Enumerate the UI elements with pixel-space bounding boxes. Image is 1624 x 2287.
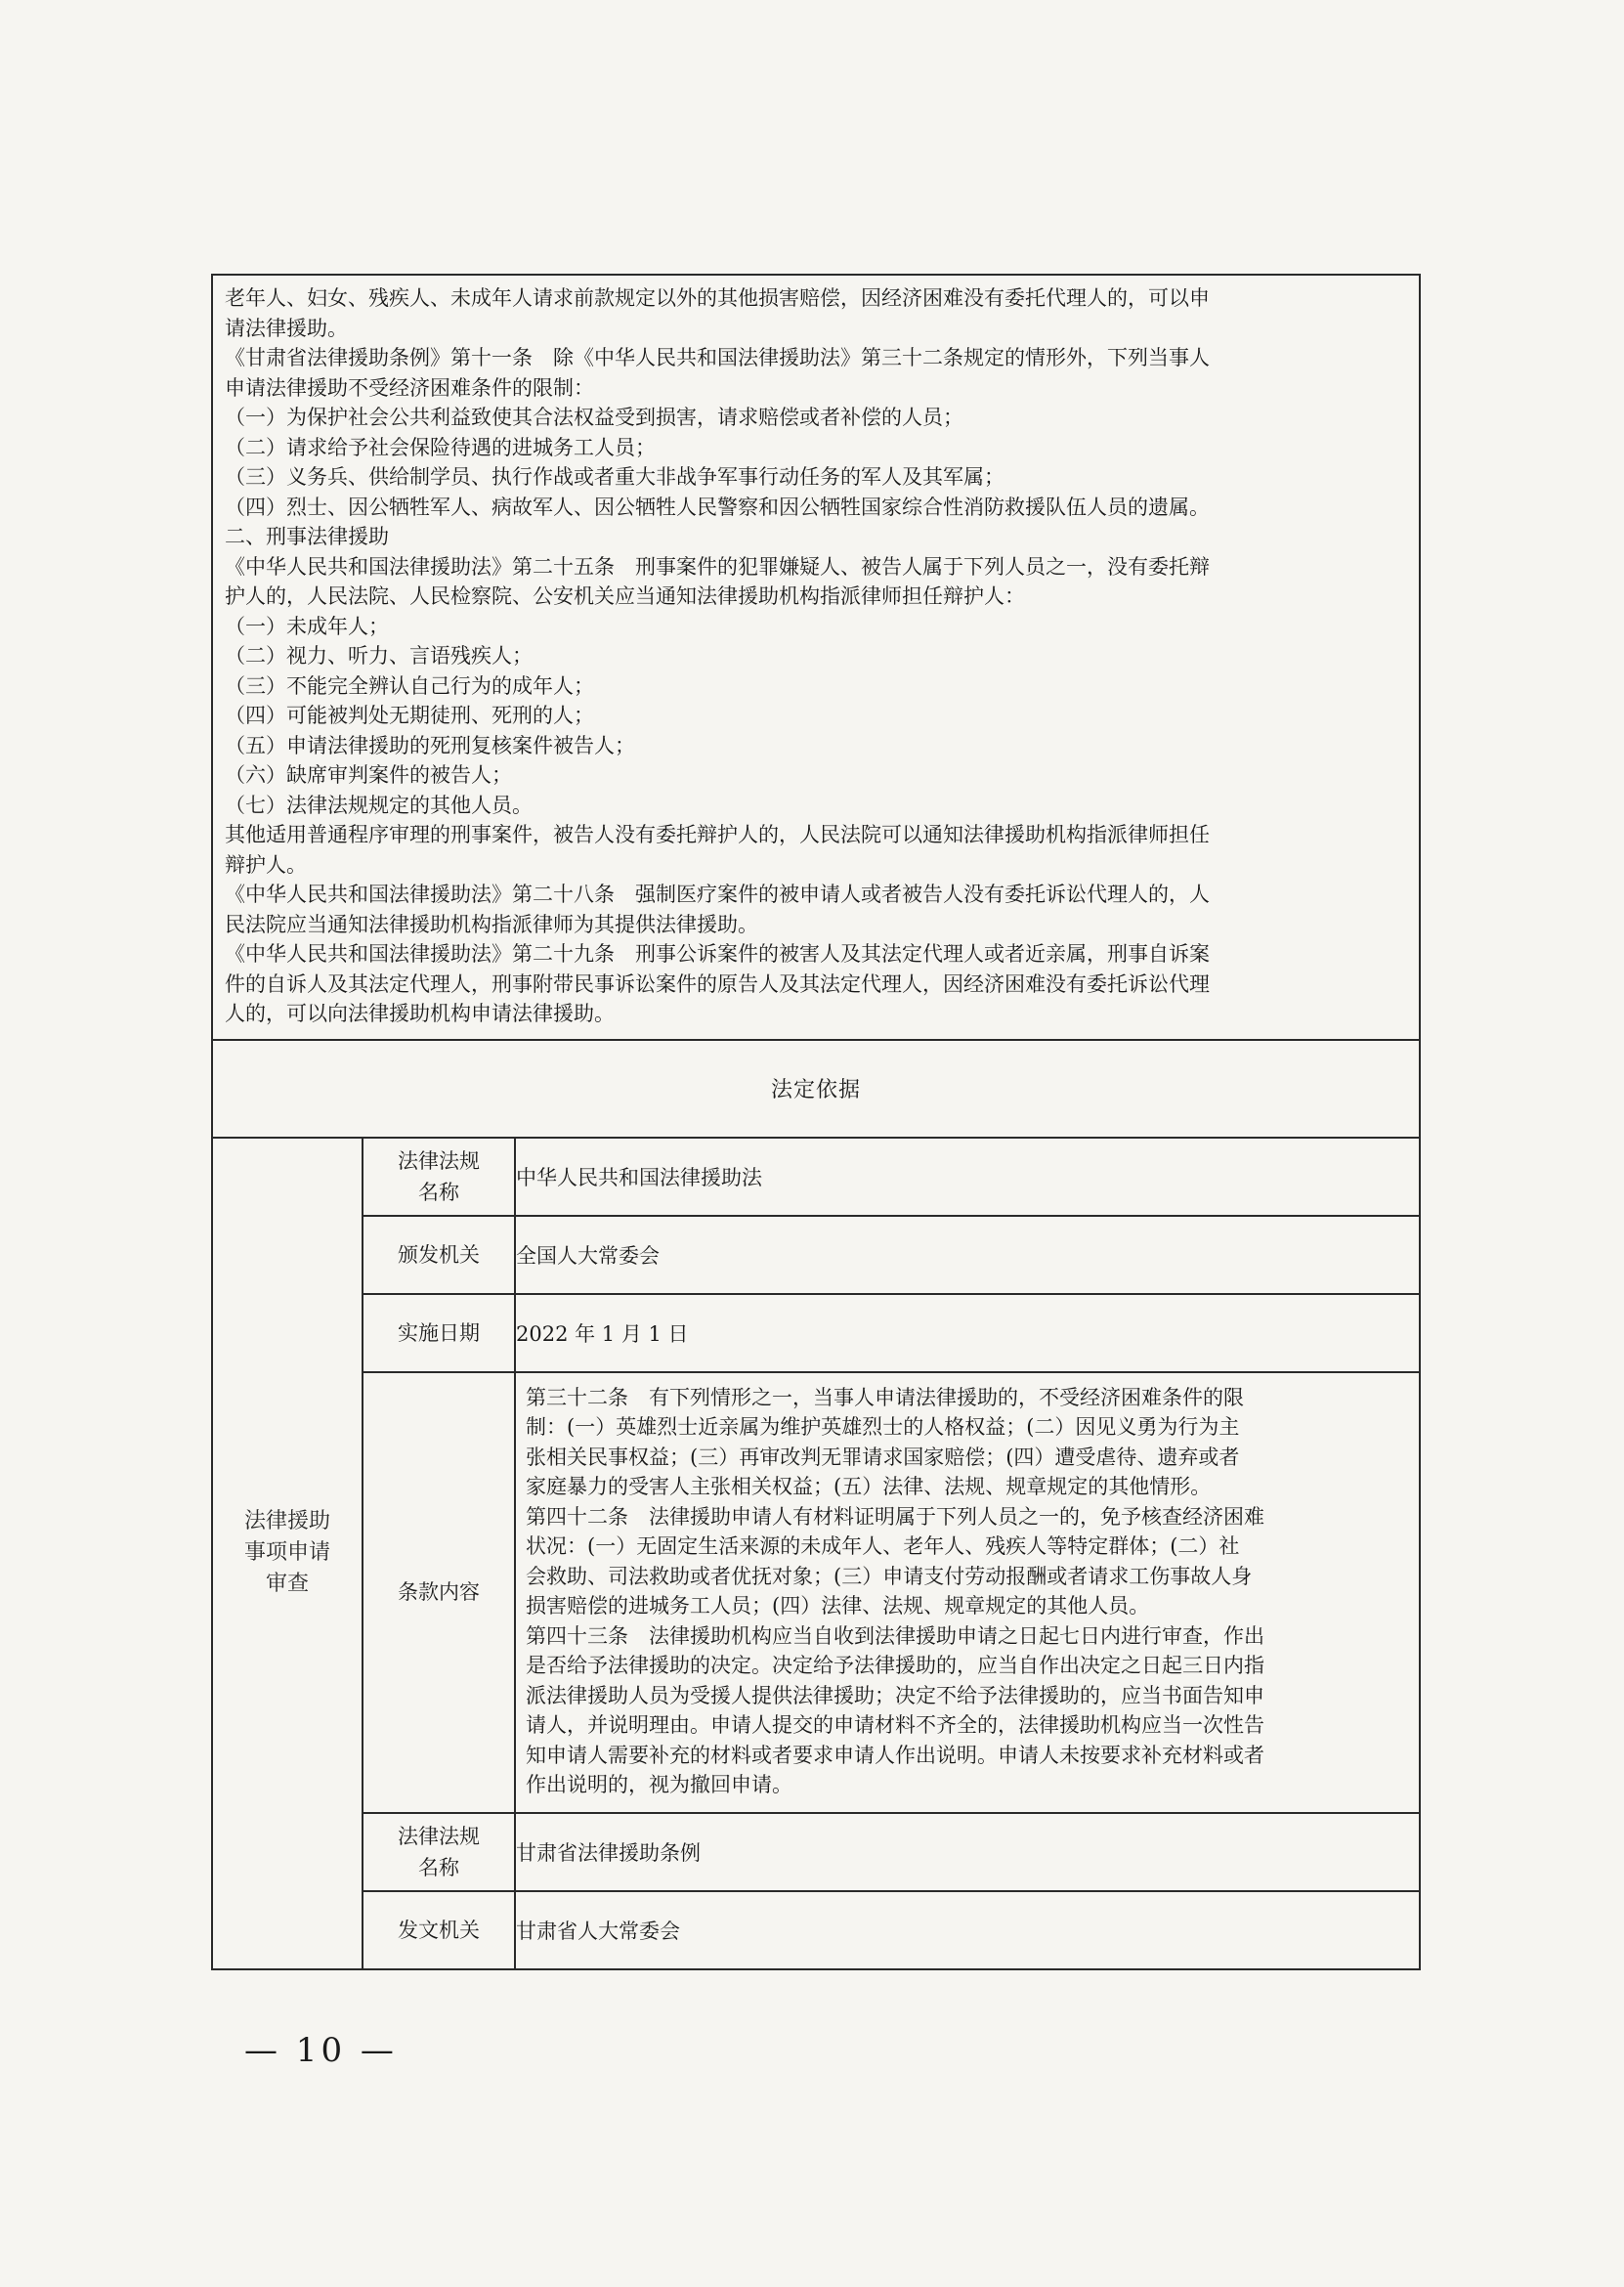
label-line: 法律法规 — [398, 1824, 480, 1848]
clause-line: 损害赔偿的进城务工人员；(四）法律、法规、规章规定的其他人员。 — [526, 1594, 1150, 1618]
issuer-row — [212, 1216, 1420, 1294]
top-text-line: （一）为保护社会公共利益致使其合法权益受到损害，请求赔偿或者补偿的人员； — [225, 406, 963, 429]
clause-line: 第三十二条 有下列情形之一，当事人申请法律援助的，不受经济困难条件的限 — [526, 1385, 1244, 1409]
issuer2-row — [212, 1891, 1420, 1969]
date-row — [212, 1294, 1420, 1372]
top-text-line: （三）义务兵、供给制学员、执行作战或者重大非战争军事行动任务的军人及其军属； — [225, 465, 1004, 489]
top-text-line: 件的自诉人及其法定代理人，刑事附带民事诉讼案件的原告人及其法定代理人，因经济困难没有委托诉讼代理 — [225, 971, 1210, 996]
label-line: 名称 — [418, 1855, 459, 1879]
top-text-line: （二）视力、听力、言语残疾人； — [225, 644, 533, 668]
top-text-line: 人的，可以向法律援助机构申请法律援助。 — [225, 1002, 615, 1025]
page-number: — 10 — — [244, 2031, 398, 2070]
top-text-row — [212, 275, 1420, 1040]
top-text-line: （五）申请法律援助的死刑复核案件被告人； — [225, 733, 635, 757]
clause-line: 作出说明的，视为撤回申请。 — [526, 1773, 792, 1796]
top-text-line: 民法院应当通知法律援助机构指派律师为其提供法律援助。 — [225, 912, 758, 936]
top-text-line: （七）法律法规规定的其他人员。 — [225, 793, 533, 817]
issuer2-label: 发文机关 — [363, 1891, 515, 1969]
law-name2-value: 甘肃省法律援助条例 — [515, 1813, 1420, 1891]
category-line: 审查 — [265, 1572, 309, 1596]
top-text-line: 辩护人。 — [225, 852, 307, 877]
issuer2-value: 甘肃省人大常委会 — [515, 1891, 1420, 1969]
section-title: 法定依据 — [212, 1040, 1420, 1138]
top-text-cell — [212, 275, 1420, 1040]
law-name2-row — [212, 1813, 1420, 1891]
top-text-line: 老年人、妇女、残疾人、未成年人请求前款规定以外的其他损害赔偿，因经济困难没有委托代理人的，可以申 — [225, 286, 1210, 310]
top-text-line: 《甘肃省法律援助条例》第十一条 除《中华人民共和国法律援助法》第三十二条规定的情形外，下列当事人 — [225, 346, 1210, 369]
clause-line: 制：(一）英雄烈士近亲属为维护英雄烈士的人格权益；(二）因见义勇为行为主 — [526, 1415, 1240, 1439]
law-name-row — [212, 1138, 1420, 1216]
law-name-label — [363, 1138, 515, 1216]
date-value: 2022 年 1 月 1 日 — [515, 1294, 1420, 1372]
clause-line: 状况：(一）无固定生活来源的未成年人、老年人、残疾人等特定群体；(二）社 — [526, 1534, 1240, 1558]
top-text-line: 《中华人民共和国法律援助法》第二十五条 刑事案件的犯罪嫌疑人、被告人属于下列人员之一，没有委托辩 — [225, 554, 1210, 579]
top-text-line: （六）缺席审判案件的被告人； — [225, 763, 512, 787]
clause-line: 请人，并说明理由。申请人提交的申请材料不齐全的，法律援助机构应当一次性告 — [526, 1713, 1264, 1737]
clause-line: 第四十二条 法律援助申请人有材料证明属于下列人员之一的，免予核查经济困难 — [526, 1504, 1264, 1529]
top-text-line: 《中华人民共和国法律援助法》第二十九条 刑事公诉案件的被害人及其法定代理人或者近亲属，刑事自诉案 — [225, 942, 1210, 966]
issuer-label: 颁发机关 — [363, 1216, 515, 1294]
top-text-line: 申请法律援助不受经济困难条件的限制： — [225, 375, 594, 400]
top-text-line: 请法律援助。 — [225, 316, 348, 340]
clause-line: 是否给予法律援助的决定。决定给予法律援助的，应当自作出决定之日起三日内指 — [526, 1654, 1264, 1677]
top-text-line: （三）不能完全辨认自己行为的成年人； — [225, 673, 594, 698]
label-line: 名称 — [418, 1180, 459, 1204]
top-text-block — [213, 276, 1419, 1039]
category-cell — [212, 1138, 363, 1969]
category-line: 事项申请 — [243, 1540, 330, 1565]
top-text-line: 二、刑事法律援助 — [225, 525, 389, 548]
section-title-row — [212, 1040, 1420, 1138]
top-text-line: 护人的，人民法院、人民检察院、公安机关应当通知法律援助机构指派律师担任辩护人： — [225, 584, 1025, 608]
clause-line: 知申请人需要补充的材料或者要求申请人作出说明。申请人未按要求补充材料或者 — [526, 1743, 1264, 1767]
legal-basis-table — [211, 274, 1421, 1970]
clause-line: 会救助、司法救助或者优抚对象；(三）申请支付劳动报酬或者请求工伤事故人身 — [526, 1564, 1253, 1588]
law-name-value: 中华人民共和国法律援助法 — [515, 1138, 1420, 1216]
category-line: 法律援助 — [243, 1509, 330, 1533]
clause-line: 家庭暴力的受害人主张相关权益；(五）法律、法规、规章规定的其他情形。 — [526, 1475, 1212, 1498]
clause-cell — [515, 1372, 1420, 1813]
clause-label: 条款内容 — [363, 1372, 515, 1813]
clause-content — [516, 1373, 1419, 1812]
issuer-value: 全国人大常委会 — [515, 1216, 1420, 1294]
date-label: 实施日期 — [363, 1294, 515, 1372]
clause-line: 派法律援助人员为受援人提供法律援助；决定不给予法律援助的，应当书面告知申 — [526, 1683, 1264, 1707]
top-text-line: （二）请求给予社会保险待遇的进城务工人员； — [225, 435, 656, 459]
law-name2-label — [363, 1813, 515, 1891]
clause-row — [212, 1372, 1420, 1813]
top-text-line: （一）未成年人； — [225, 614, 389, 638]
top-text-line: （四）可能被判处无期徒刑、死刑的人； — [225, 704, 594, 727]
top-text-line: 《中华人民共和国法律援助法》第二十八条 强制医疗案件的被申请人或者被告人没有委托诉讼代理人的，人 — [225, 883, 1210, 906]
top-text-line: 其他适用普通程序审理的刑事案件，被告人没有委托辩护人的，人民法院可以通知法律援助机构指派律师担任 — [225, 823, 1210, 846]
label-line: 法律法规 — [398, 1148, 480, 1173]
clause-line: 第四十三条 法律援助机构应当自收到法律援助申请之日起七日内进行审查，作出 — [526, 1623, 1264, 1648]
clause-line: 张相关民事权益；(三）再审改判无罪请求国家赔偿；(四）遭受虐待、遗弃或者 — [526, 1445, 1240, 1469]
top-text-line: （四）烈士、因公牺牲军人、病故军人、因公牺牲人民警察和因公牺牲国家综合性消防救援队伍人员的遗属。 — [225, 495, 1210, 519]
